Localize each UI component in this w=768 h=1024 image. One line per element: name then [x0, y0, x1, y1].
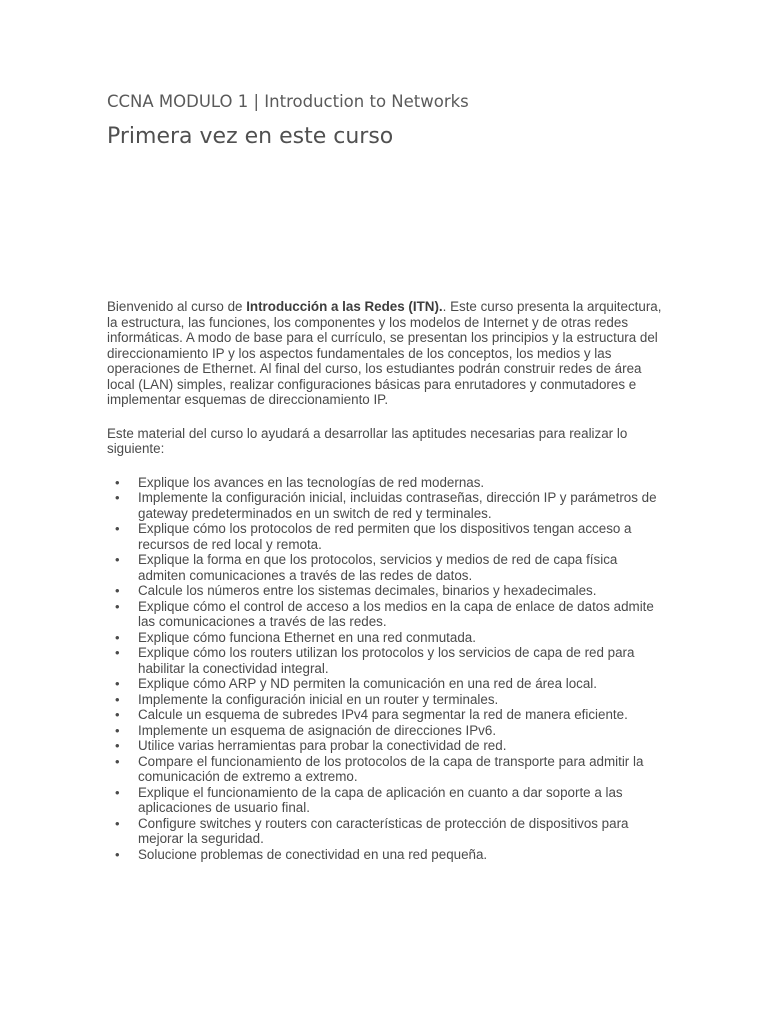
objective-item: [115, 676, 667, 692]
bullet-icon: •: [115, 552, 120, 567]
bullet-icon: •: [115, 815, 120, 831]
objective-text: Explique cómo el control de acceso a los medios en la capa de enlace de datos admite las comunicaciones a través de las redes.: [138, 598, 654, 629]
bullet-icon: •: [115, 676, 120, 691]
objective-text: Explique cómo los protocolos de red permiten que los dispositivos tengan acceso a recursos de red local y remota.: [138, 521, 632, 552]
objective-item: [115, 598, 667, 630]
objective-text: Explique el funcionamiento de la capa de aplicación en cuanto a dar soporte a las aplicaciones de usuario final.: [138, 784, 623, 815]
objective-text: Compare el funcionamiento de los protocolos de la capa de transporte para admitir la comunicación de extremo a extremo.: [138, 753, 644, 784]
bullet-icon: •: [115, 691, 120, 707]
objective-item: [115, 815, 667, 847]
objective-item: [115, 552, 667, 583]
objectives-list: [107, 475, 667, 863]
objective-text: Explique cómo ARP y ND permiten la comunicación en una red de área local.: [138, 676, 598, 691]
intro-paragraph: [107, 299, 667, 408]
bullet-icon: •: [115, 784, 120, 800]
course-name: Introducción a las Redes (ITN).: [246, 299, 443, 314]
objective-item: [115, 691, 667, 708]
objective-text: Explique la forma en que los protocolos, servicios y medios de red de capa física admiten comunicaciones a través de las redes de datos.: [138, 552, 618, 583]
objective-item: [115, 490, 667, 521]
objective-item: [115, 629, 667, 646]
skills-intro-paragraph: Este material del curso lo ayudará a desarrollar las aptitudes necesarias para realizar lo siguiente:: [107, 425, 628, 456]
objective-text: Solucione problemas de conectividad en una red pequeña.: [138, 846, 488, 862]
objective-text: Explique cómo funciona Ethernet en una red conmutada.: [138, 629, 476, 645]
objective-item: [115, 846, 667, 863]
bullet-icon: •: [115, 846, 120, 862]
objective-text: Calcule un esquema de subredes IPv4 para segmentar la red de manera eficiente.: [138, 707, 628, 722]
objective-item: [115, 784, 667, 816]
bullet-icon: •: [115, 722, 120, 738]
bullet-icon: •: [115, 598, 120, 614]
objective-item: [115, 583, 667, 599]
objective-text: Calcule los números entre los sistemas decimales, binarios y hexadecimales.: [138, 583, 597, 598]
bullet-icon: •: [115, 753, 120, 769]
objective-item: [115, 645, 667, 676]
objective-text: Configure switches y routers con características de protección de dispositivos para mejorar la seguridad.: [138, 815, 629, 846]
objective-text: Implemente la configuración inicial, incluidas contraseñas, dirección IP y parámetros de gateway predeterminados en un switch de red y terminales.: [138, 490, 657, 521]
intro-prefix: Bienvenido al curso de: [107, 299, 247, 314]
bullet-icon: •: [115, 474, 120, 490]
bullet-icon: •: [115, 521, 120, 536]
objective-item: [115, 753, 667, 785]
bullet-icon: •: [115, 645, 120, 660]
intro-body: . Este curso presenta la arquitectura, la estructura, las funciones, los componentes y los modelos de Internet y de otras redes informáticas. A modo de base para el currículo, se presentan los principios y la estructura del direccionamiento IP y los aspectos fundamentales de los conceptos, los medios y las operaciones de Ethernet. Al final del curso, los estudiantes podrán construir redes de área local (LAN) simples, realizar configuraciones básicas para enrutadores y conmutadores e implementar esquemas de direccionamiento IP.: [107, 299, 662, 407]
objective-text: Explique los avances en las tecnologías de red modernas.: [138, 474, 485, 490]
bullet-icon: •: [115, 490, 120, 505]
objective-text: Implemente un esquema de asignación de direcciones IPv6.: [138, 722, 497, 738]
bullet-icon: •: [115, 707, 120, 722]
objective-item: [115, 738, 667, 754]
objective-text: Utilice varias herramientas para probar la conectividad de red.: [138, 738, 507, 753]
bullet-icon: •: [115, 738, 120, 753]
course-title: CCNA MODULO 1 | Introduction to Networks: [107, 92, 469, 111]
objective-text: Explique cómo los routers utilizan los protocolos y los servicios de capa de red para habilitar la conectividad integral.: [138, 645, 635, 676]
objective-item: [115, 707, 667, 723]
bullet-icon: •: [115, 629, 120, 645]
bullet-icon: •: [115, 583, 120, 598]
document-page: [107, 90, 667, 862]
objective-text: Implemente la configuración inicial en un router y terminales.: [138, 691, 499, 707]
objective-item: [115, 722, 667, 739]
objective-item: [115, 474, 667, 491]
page-title: Primera vez en este curso: [107, 124, 394, 149]
objective-item: [115, 521, 667, 552]
